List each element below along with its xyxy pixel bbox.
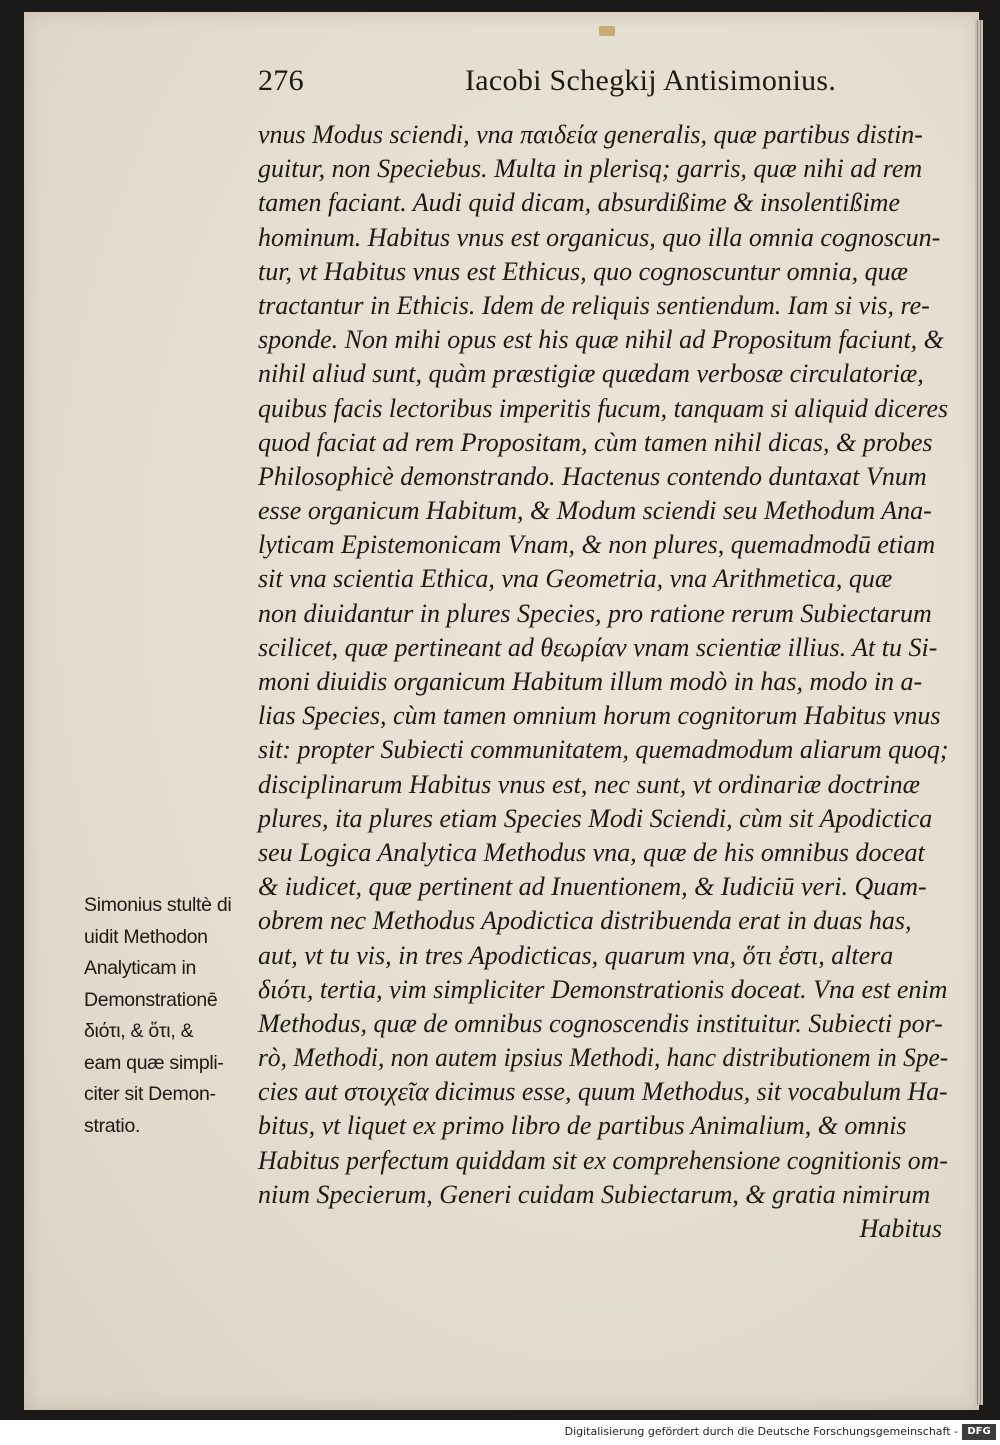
text-line: Philosophicè demonstrando. Hactenus contendo duntaxat Vnum [258,461,927,491]
text-line: & iudicet, quæ pertinent ad Inuentionem, & Iudiciū veri. Quam- [258,872,927,902]
text-line: hominum. Habitus vnus est organicus, quo illa omnia cognoscun- [258,222,941,252]
text-line: seu Logica Analytica Methodus vna, quæ de his omnibus doceat [258,837,925,867]
text-line: plures, ita plures etiam Species Modi Sciendi, cùm sit Apodictica [258,803,933,833]
text-line: lyticam Epistemonicam Vnam, & non plures, quemadmodū etiam [258,530,936,560]
text-line: scilicet, quæ pertineant ad θεωρίαν vnam scientiæ illius. At tu Si- [258,632,938,662]
text-line: cies aut στοιχεῖα dicimus esse, quum Methodus, sit vocabulum Ha- [258,1077,948,1107]
text-line: sit: propter Subiecti communitatem, quemadmodum aliarum quoq; [258,735,949,765]
margin-note-line: citer sit Demon- [84,1083,216,1105]
text-line: bitus, vt liquet ex primo libro de partibus Animalium, & omnis [258,1111,907,1141]
footer-bar [0,1420,1000,1445]
funding-notice: Digitalisierung gefördert durch die Deutsche Forschungsgemeinschaft - [564,1425,958,1438]
text-line: quibus facis lectoribus imperitis fucum, tanquam si aliquid diceres [258,393,949,423]
text-line: nium Specierum, Generi cuidam Subiectarum, & gratia nimirum [258,1179,931,1209]
text-line: sponde. Non mihi opus est his quæ nihil ad Propositum faciunt, & [258,325,944,355]
text-line: quod faciat ad rem Propositam, cùm tamen nihil dicas, & probes [258,427,933,457]
margin-note-line: eam quæ simpli- [84,1051,224,1074]
margin-note-line: uidit Methodon [84,925,208,948]
dfg-logo: DFG [962,1424,996,1440]
text-line: obrem nec Methodus Apodictica distribuenda erat in duas has, [258,906,912,936]
margin-note-line: Demonstrationē [84,988,218,1011]
margin-note [84,890,259,1142]
text-line: non diuidantur in plures Species, pro ratione rerum Subiectarum [258,598,932,628]
text-line: Habitus perfectum quiddam sit ex comprehensione cognitionis om- [258,1145,948,1175]
catchword: Habitus [859,1214,942,1243]
text-line: tractantur in Ethicis. Idem de reliquis sentiendum. Iam si vis, re- [258,290,930,320]
text-line: lias Species, cùm tamen omnium horum cognitorum Habitus vnus [258,701,941,731]
text-line: vnus Modus sciendi, vna παιδεία generalis, quæ partibus distin- [258,120,923,149]
margin-note-line: Simonius stultè di [84,894,232,916]
text-line: διότι, tertia, vim simpliciter Demonstrationis doceat. Vna est enim [258,974,948,1004]
margin-note-line: Analyticam in [84,957,197,979]
text-line: tur, vt Habitus vnus est Ethicus, quo cognoscuntur omnia, quæ [258,256,908,286]
text-line: disciplinarum Habitus vnus est, nec sunt, vt ordinariæ doctrinæ [258,769,921,799]
margin-note-line: stratio. [84,1114,141,1137]
text-line: aut, vt tu vis, in tres Apodicticas, quarum vna, ὅτι ἐστι, altera [258,940,894,970]
text-line: sit vna scientia Ethica, vna Geometria, vna Arithmetica, quæ [258,564,893,594]
page-edges [975,20,983,1405]
body-text [258,118,948,1246]
running-title: Iacobi Schegkij Antisimonius. [465,64,837,97]
margin-note-line: διότι, & ὅτι, & [84,1020,194,1042]
text-line: moni diuidis organicum Habitum illum modò in has, modo in a- [258,667,923,696]
text-line: nihil aliud sunt, quàm præstigiæ quædam verbosæ circulatoriæ, [258,359,924,389]
text-line: tamen faciant. Audi quid dicam, absurdißime & insolentißime [258,188,901,218]
text-line: rò, Methodi, non autem ipsius Methodi, hanc distributionem in Spe- [258,1043,949,1073]
text-line: esse organicum Habitum, & Modum sciendi seu Methodum Ana- [258,496,932,526]
text-line: Methodus, quæ de omnibus cognoscendis instituitur. Subiecti por- [258,1008,943,1038]
library-stamp [599,26,615,36]
page-number: 276 [258,64,304,97]
text-line: guitur, non Speciebus. Multa in plerisq; garris, quæ nihi ad rem [258,154,923,184]
